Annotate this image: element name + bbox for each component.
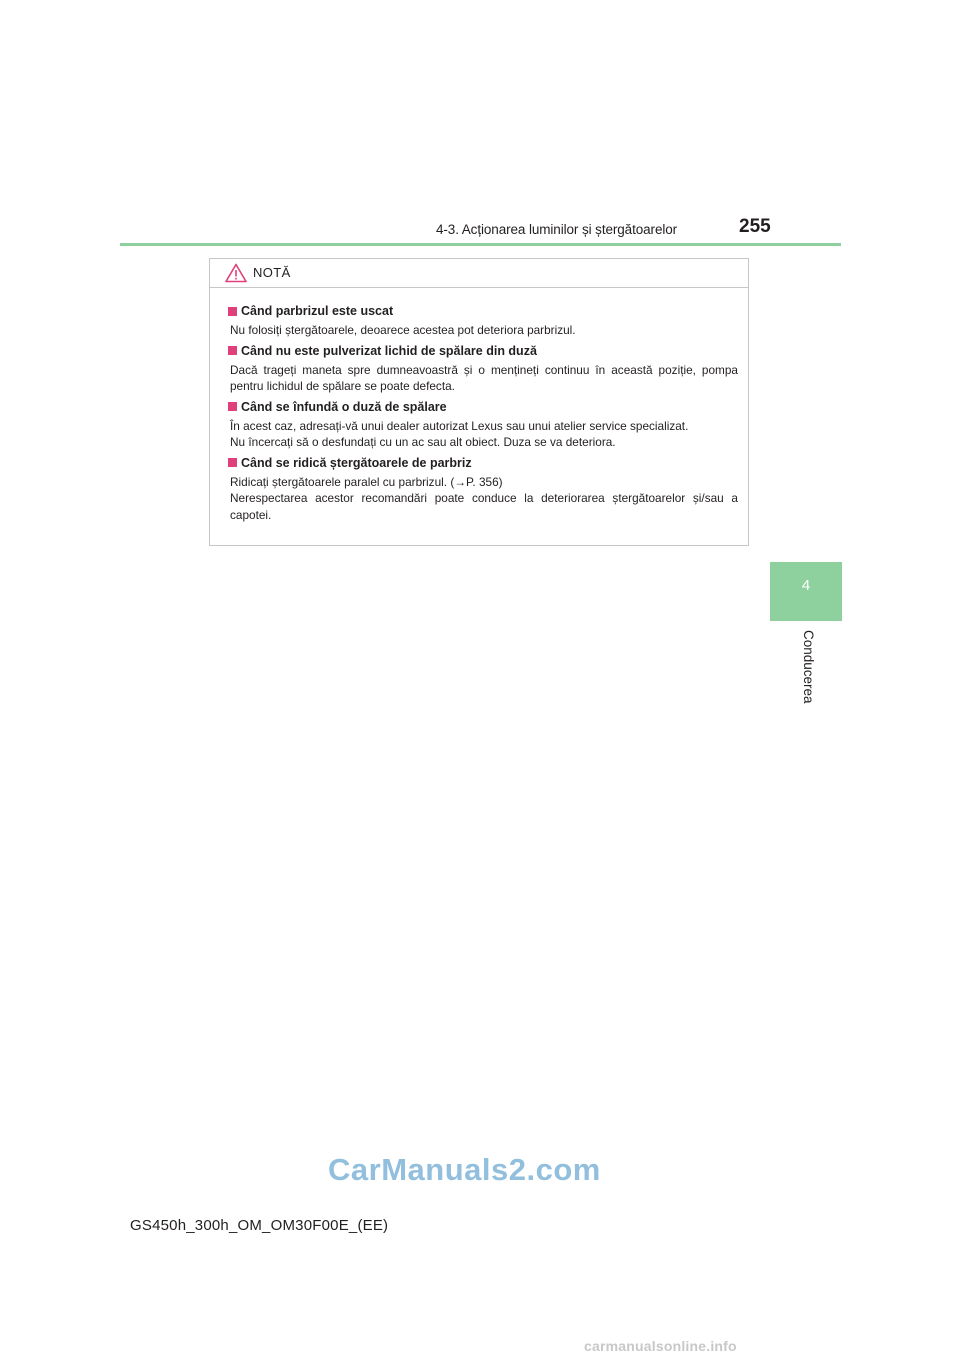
note-item-title-text: Când se ridică ștergătoarele de parbriz [241, 455, 472, 470]
note-item-text [228, 322, 738, 339]
square-bullet-icon [228, 307, 237, 316]
page-number: 255 [739, 216, 771, 237]
note-item-title [228, 302, 738, 320]
note-item [228, 342, 738, 395]
note-item-title-text: Când parbrizul este uscat [241, 304, 394, 318]
header-rule [120, 243, 841, 246]
note-item-text [228, 418, 738, 451]
square-bullet-icon [228, 458, 237, 467]
chapter-label: Conducerea [801, 630, 816, 704]
note-item-title-text: Când nu este pulverizat lichid de spălare din duză [241, 343, 537, 358]
note-item-line: În acest caz, adresați-vă unui dealer autorizat Lexus sau unui atelier service specializat. [230, 418, 689, 433]
chapter-number: 4 [801, 577, 811, 594]
note-item-text [228, 362, 738, 395]
section-title: 4-3. Acționarea luminilor și ștergătoarelor [436, 222, 678, 237]
note-item-line: Nerespectarea acestor recomandări poate conduce la deteriorarea ștergătoarelor și/sau a capotei. [230, 491, 738, 522]
note-item-line: Nu folosiți ștergătoarele, deoarece acestea pot deteriora parbrizul. [230, 323, 576, 337]
note-box [209, 258, 749, 546]
note-body [210, 288, 748, 523]
note-item-title [228, 454, 738, 472]
note-item-line: Ridicați ștergătoarele paralel cu parbrizul. (→P. 356) [230, 474, 503, 489]
square-bullet-icon [228, 346, 237, 355]
chapter-tab [770, 562, 842, 621]
note-title: NOTĂ [253, 265, 291, 280]
note-item-title [228, 398, 738, 416]
note-item-text [228, 474, 738, 524]
note-item [228, 398, 738, 451]
note-item-line: Dacă trageți maneta spre dumneavoastră și o mențineți continuu în această poziție, pompa pentru lichidul de spălare se poate defecta. [230, 362, 738, 393]
square-bullet-icon [228, 402, 237, 411]
note-item-title-text: Când se înfundă o duză de spălare [241, 399, 447, 414]
footer-model-code: GS450h_300h_OM_OM30F00E_(EE) [130, 1217, 389, 1234]
watermark-center: CarManuals2.com [328, 1152, 601, 1187]
watermark-bottom: carmanualsonline.info [584, 1338, 737, 1354]
note-item-line: Nu încercați să o desfundați cu un ac sau alt obiect. Duza se va deteriora. [230, 435, 616, 449]
note-header [210, 259, 748, 288]
note-item [228, 454, 738, 524]
note-item [228, 302, 738, 339]
warning-triangle-icon [225, 263, 247, 283]
note-item-title [228, 342, 738, 360]
